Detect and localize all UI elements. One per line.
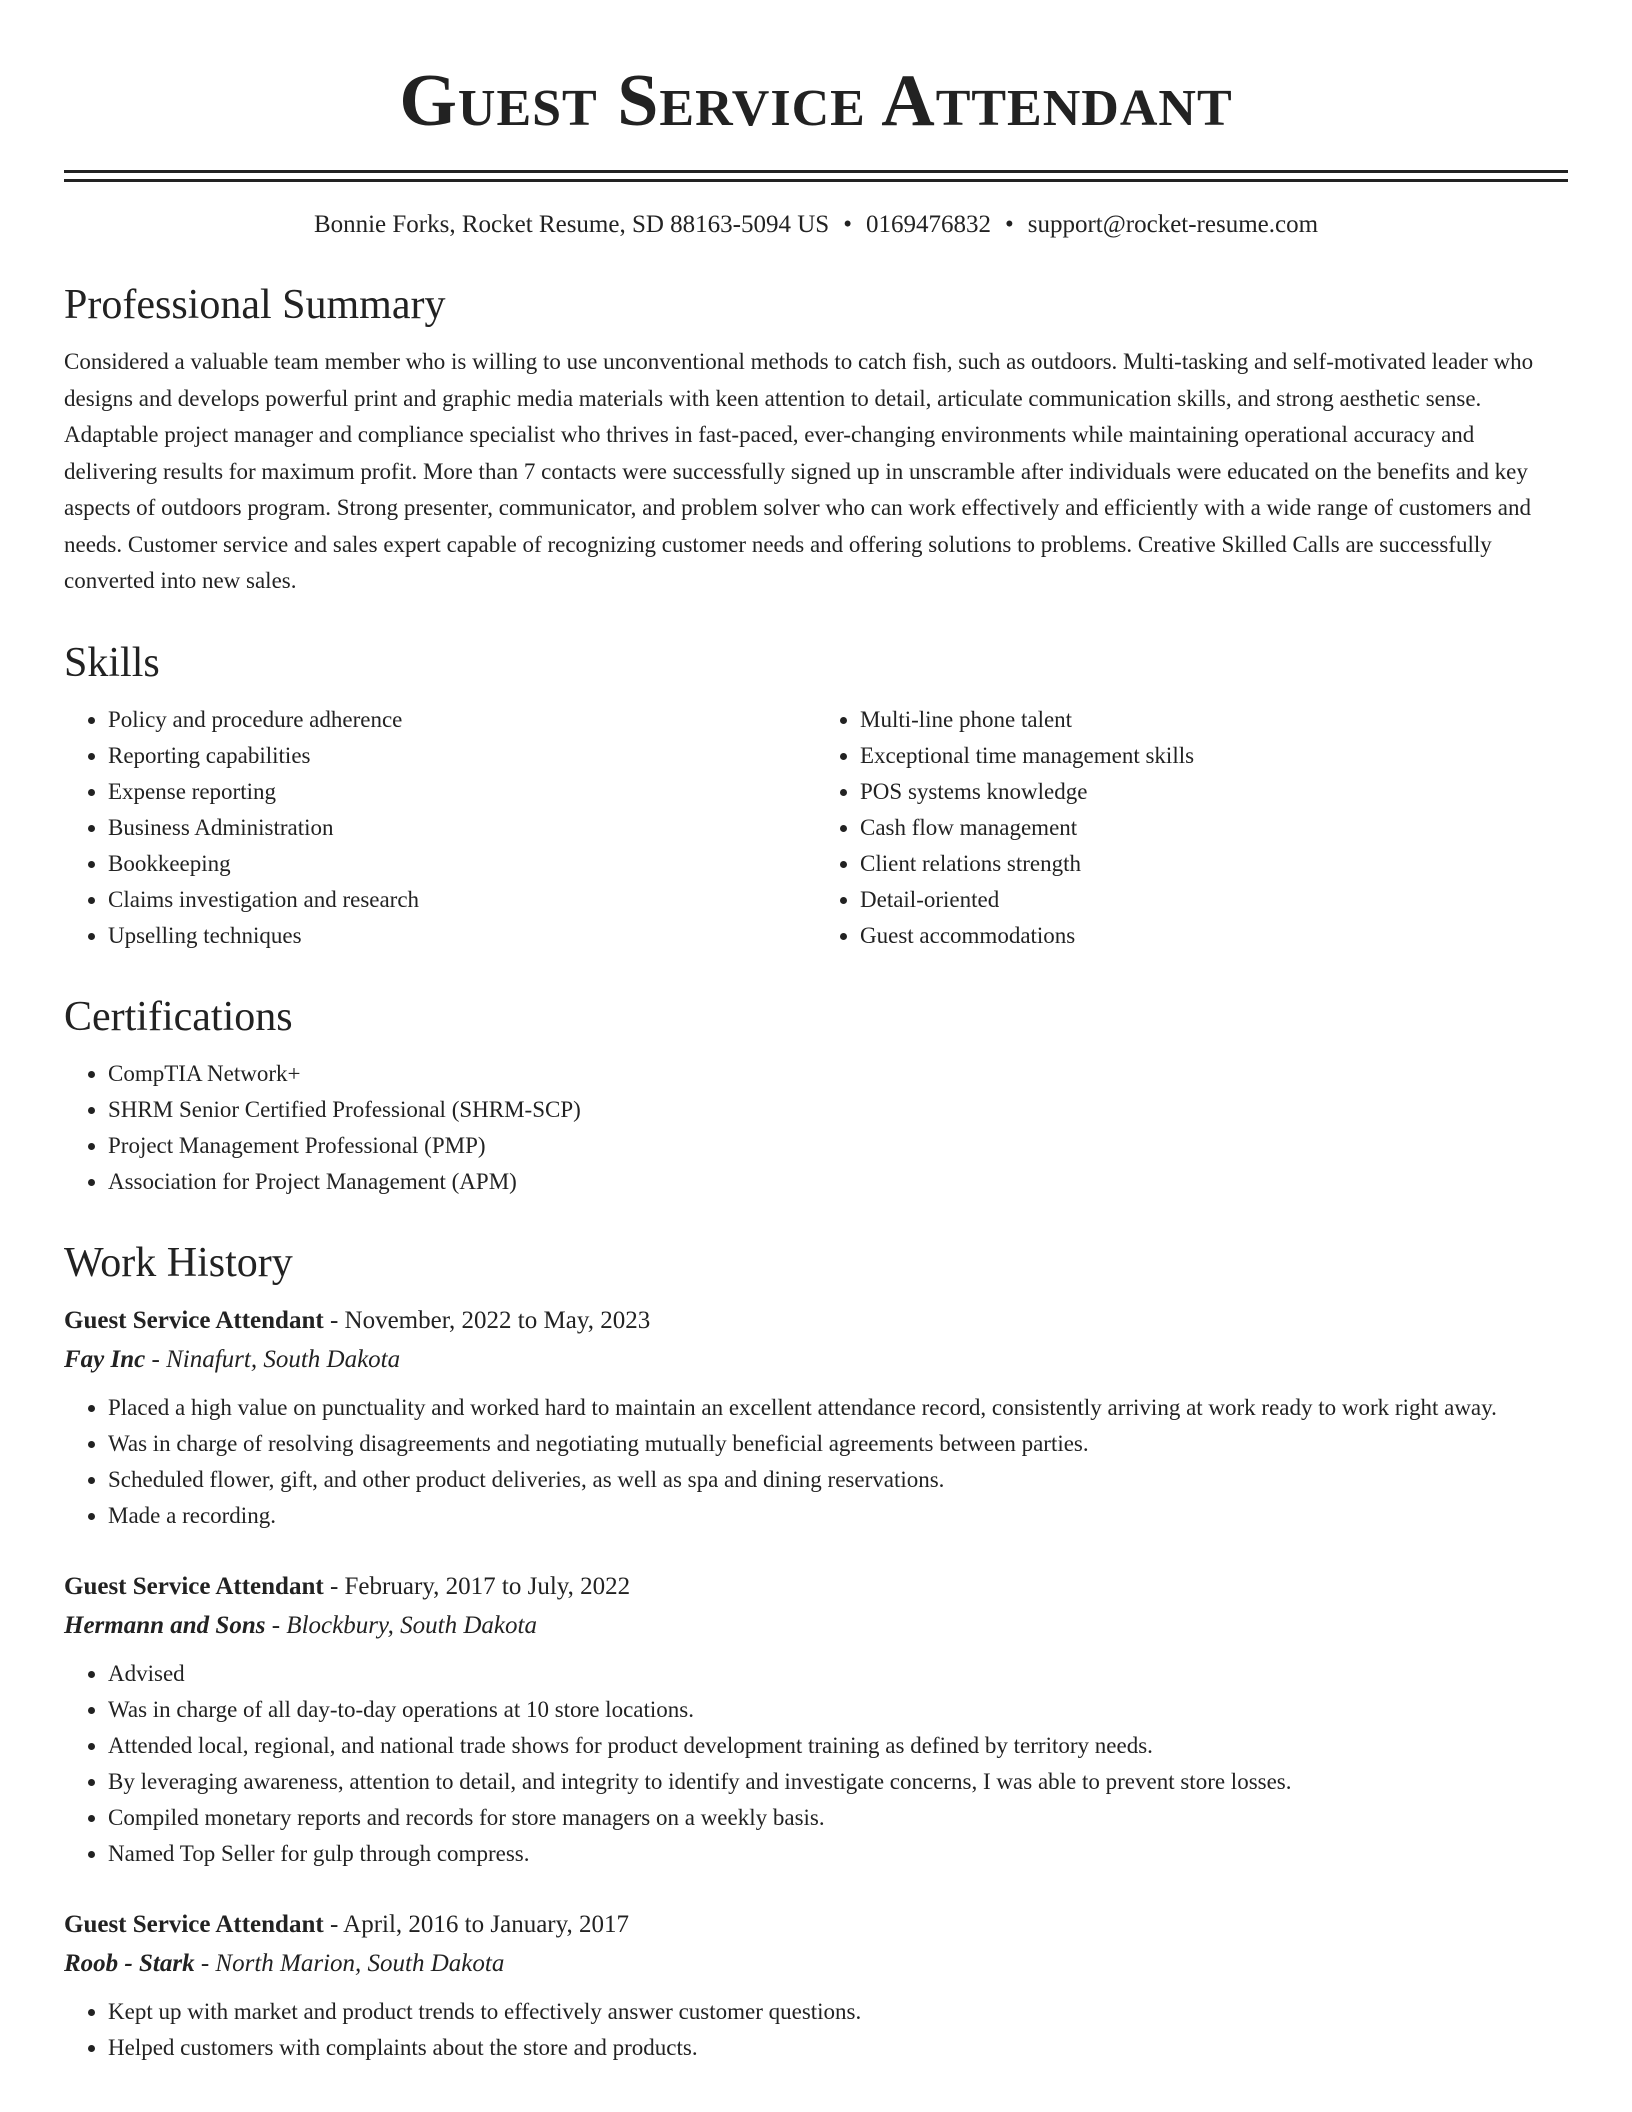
job-bullet: • Kept up with market and product trends to effectively answer customer questions. (108, 1994, 1568, 2030)
contact-email: support@rocket-resume.com (1027, 211, 1319, 238)
job-bullet: • Placed a high value on punctuality and worked hard to maintain an excellent attendance record, consistently arriving at work ready to work right away. (108, 1390, 1568, 1426)
contact-line (64, 208, 1568, 242)
job-entry (64, 1302, 1568, 1534)
job-bullet: • Made a recording. (108, 1498, 1568, 1534)
skills-column-left (64, 702, 816, 954)
job-bullet: • Was in charge of all day-to-day operations at 10 store locations. (108, 1692, 1568, 1728)
skill-item: • POS systems knowledge (860, 774, 1568, 810)
job-company: Hermann and Sons (64, 1611, 266, 1639)
skill-item: • Reporting capabilities (108, 738, 816, 774)
job-location: Blockbury, South Dakota (286, 1611, 537, 1639)
contact-separator: • (843, 211, 852, 238)
job-title-line: Guest Service Attendant - February, 2017 to July, 2022 (64, 1572, 631, 1600)
job-title: Guest Service Attendant (64, 1306, 324, 1334)
work-history-heading: Work History (64, 1239, 293, 1286)
certifications-heading: Certifications (64, 993, 293, 1040)
job-entry (64, 1906, 1568, 2066)
job-company: Fay Inc (64, 1345, 146, 1373)
job-title: Guest Service Attendant (64, 1572, 324, 1600)
summary-text: Considered a valuable team member who is willing to use unconventional methods to catch fish, such as outdoors. Multi-tasking and self-motivated leader who designs and develops powerful print and graphic media materials with keen attention to detail, articulate communication skills, and strong aesthetic sense. Adaptable project manager and compliance specialist who thrives in fast-paced, ever-changing environments while maintaining operational accuracy and delivering results for maximum profit. More than 7 contacts were successfully signed up in unscramble after individuals were educated on the benefits and key aspects of outdoors program. Strong presenter, communicator, and problem solver who can work effectively and efficiently with a wide range of customers and needs. Customer service and sales expert capable of recognizing customer needs and offering solutions to problems. Creative Skilled Calls are successfully converted into new sales. (64, 349, 1534, 593)
job-dates: April, 2016 to January, 2017 (343, 1910, 629, 1938)
job-bullet: • Was in charge of resolving disagreements and negotiating mutually beneficial agreements between parties. (108, 1426, 1568, 1462)
skill-item: • Cash flow management (860, 810, 1568, 846)
job-bullet: • Named Top Seller for gulp through compress. (108, 1836, 1568, 1872)
certifications-list (64, 1056, 1568, 1200)
certification-item: • SHRM Senior Certified Professional (SHRM-SCP) (108, 1092, 1568, 1128)
header-double-rule (64, 170, 1568, 182)
contact-separator: • (1004, 211, 1014, 238)
skills-column-right (816, 702, 1568, 954)
job-company-line: Hermann and Sons - Blockbury, South Dakota (64, 1611, 537, 1639)
skill-item: • Expense reporting (108, 774, 816, 810)
skills-heading: Skills (64, 639, 160, 686)
skill-item: • Policy and procedure adherence (108, 702, 816, 738)
job-bullet: • By leveraging awareness, attention to detail, and integrity to identify and investigate concerns, I was able to prevent store losses. (108, 1764, 1568, 1800)
resume-name: Guest Service Attendant (399, 60, 1233, 142)
job-location: Ninafurt, South Dakota (166, 1345, 401, 1373)
skill-item: • Upselling techniques (108, 918, 816, 954)
job-bullet: • Advised (108, 1656, 1568, 1692)
certification-item: • CompTIA Network+ (108, 1056, 1568, 1092)
job-dates: February, 2017 to July, 2022 (344, 1572, 631, 1600)
skills-list (64, 702, 1568, 954)
job-bullet: • Helped customers with complaints about the store and products. (108, 2030, 1568, 2066)
job-company: Roob - Stark (64, 1949, 195, 1977)
job-bullets (64, 1994, 1568, 2066)
job-title: Guest Service Attendant (64, 1910, 324, 1938)
job-company-line: Roob - Stark - North Marion, South Dakota (64, 1949, 505, 1977)
skill-item: • Guest accommodations (860, 918, 1568, 954)
skill-item: • Exceptional time management skills (860, 738, 1568, 774)
job-bullet: • Compiled monetary reports and records for store managers on a weekly basis. (108, 1800, 1568, 1836)
job-bullet: • Attended local, regional, and national trade shows for product development training as defined by territory needs. (108, 1728, 1568, 1764)
certification-item: • Association for Project Management (APM) (108, 1164, 1568, 1200)
certification-item: • Project Management Professional (PMP) (108, 1128, 1568, 1164)
summary-heading: Professional Summary (64, 282, 446, 328)
skill-item: • Detail-oriented (860, 882, 1568, 918)
job-bullets (64, 1390, 1568, 1534)
skill-item: • Multi-line phone talent (860, 702, 1568, 738)
skill-item: • Business Administration (108, 810, 816, 846)
job-bullets (64, 1656, 1568, 1872)
job-location: North Marion, South Dakota (215, 1949, 505, 1977)
job-title-line: Guest Service Attendant - November, 2022 to May, 2023 (64, 1306, 651, 1334)
job-entry (64, 1568, 1568, 1872)
skill-item: • Client relations strength (860, 846, 1568, 882)
job-dates: November, 2022 to May, 2023 (344, 1306, 651, 1334)
contact-address: Bonnie Forks, Rocket Resume, SD 88163-5094 US (313, 211, 830, 238)
skill-item: • Bookkeeping (108, 846, 816, 882)
job-title-line: Guest Service Attendant - April, 2016 to January, 2017 (64, 1910, 629, 1938)
contact-phone: 0169476832 (865, 211, 991, 238)
skill-item: • Claims investigation and research (108, 882, 816, 918)
job-bullet: • Scheduled flower, gift, and other product deliveries, as well as spa and dining reservations. (108, 1462, 1568, 1498)
job-company-line: Fay Inc - Ninafurt, South Dakota (64, 1345, 401, 1373)
